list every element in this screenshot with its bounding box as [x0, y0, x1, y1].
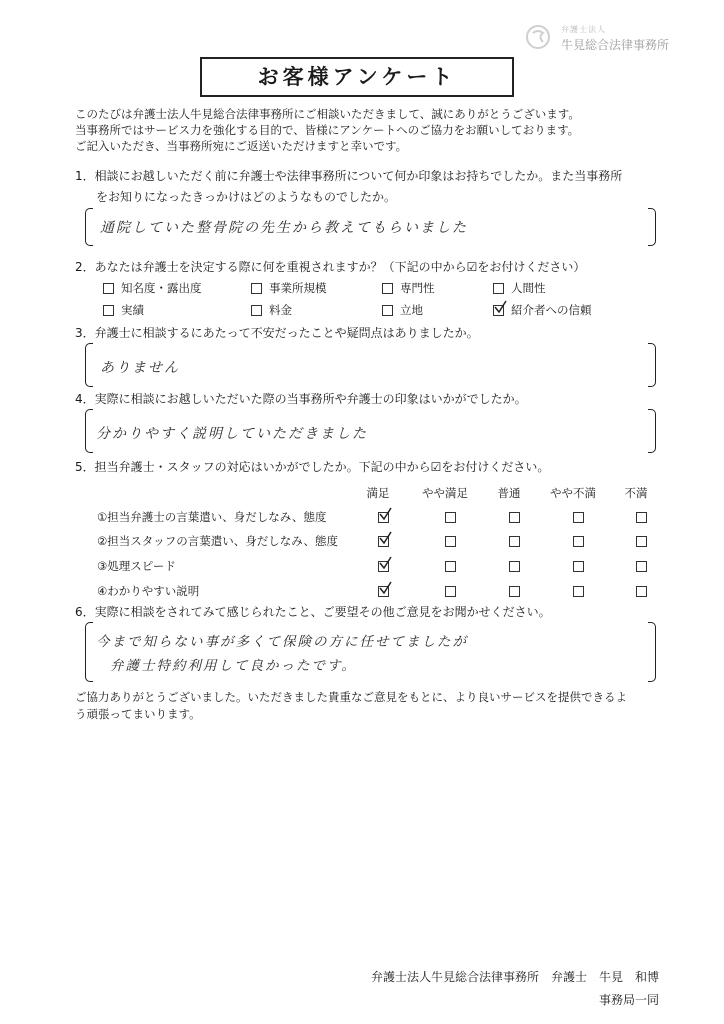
q5-checkbox[interactable] — [573, 561, 584, 572]
footer-office: 事務局一同 — [598, 993, 659, 1007]
q5-column-header: 不満 — [624, 486, 648, 500]
q4-bracket-left — [85, 409, 93, 453]
q2-option[interactable]: 料金 — [251, 302, 292, 318]
q6-bracket-right — [648, 622, 656, 682]
checkbox[interactable] — [103, 283, 114, 294]
q5-column-header: やや不満 — [550, 486, 596, 500]
q5-checkbox[interactable] — [445, 561, 456, 572]
closing-line: ご協力ありがとうございました。いただきました貴重なご意見をもとに、より良いサービスを提供できるよ — [75, 690, 627, 704]
checkbox[interactable] — [493, 283, 504, 294]
q1-bracket-right — [648, 208, 656, 246]
q5-checkbox[interactable] — [509, 512, 520, 523]
q5-checkbox[interactable] — [636, 536, 647, 547]
closing-line: う頑張ってまいります。 — [75, 707, 201, 721]
checkbox[interactable] — [251, 283, 262, 294]
q3-answer[interactable]: ありません — [100, 360, 180, 376]
check-mark-icon — [378, 531, 392, 545]
q3-text: 3．弁護士に相談するにあたって不安だったことや疑問点はありましたか。 — [75, 326, 479, 340]
check-mark-icon — [493, 300, 507, 314]
checkbox[interactable] — [382, 305, 393, 316]
q5-checkbox[interactable] — [509, 561, 520, 572]
q5-column-header: 普通 — [497, 486, 521, 500]
checkbox[interactable] — [103, 305, 114, 316]
q5-checkbox[interactable] — [573, 536, 584, 547]
check-mark-icon — [378, 581, 392, 595]
q2-text: 2．あなたは弁護士を決定する際に何を重視されますか？（下記の中から☑をお付けください） — [75, 260, 586, 274]
q5-checkbox-checked[interactable] — [378, 586, 389, 597]
q5-row-label: ③処理スピード — [97, 559, 176, 573]
q4-text: 4．実際に相談にお越しいただいた際の当事務所や弁護士の印象はいかがでしたか。 — [75, 392, 527, 406]
check-mark-icon — [378, 556, 392, 570]
q3-bracket-left — [85, 343, 93, 387]
q1-answer[interactable]: 通院していた整骨院の先生から教えてもらいました — [100, 220, 468, 236]
q2-option[interactable]: 立地 — [382, 302, 423, 318]
q5-row-label: ①担当弁護士の言葉遣い、身だしなみ、態度 — [97, 510, 327, 524]
q6-text: 6．実際に相談をされてみて感じられたこと、ご要望その他ご意見をお聞かせください。 — [75, 605, 551, 619]
q6-bracket-left — [85, 622, 93, 682]
q4-bracket-right — [648, 409, 656, 453]
checkbox-checked[interactable] — [493, 305, 504, 316]
intro-paragraph — [75, 106, 695, 154]
q5-row-label: ②担当スタッフの言葉遣い、身だしなみ、態度 — [97, 534, 338, 548]
q5-checkbox[interactable] — [509, 586, 520, 597]
closing-paragraph — [75, 689, 695, 723]
q2-option[interactable]: 実績 — [103, 302, 144, 318]
q5-checkbox[interactable] — [445, 536, 456, 547]
q5-row-label: ④わかりやすい説明 — [97, 584, 200, 598]
q5-checkbox[interactable] — [445, 586, 456, 597]
logo-firm-name: 牛見総合法律事務所 — [561, 38, 670, 52]
footer-signature: 弁護士法人牛見総合法律事務所 弁護士 牛見 和博 — [370, 970, 659, 984]
q2-option[interactable]: 知名度・露出度 — [103, 280, 202, 296]
checkbox[interactable] — [251, 305, 262, 316]
q5-checkbox[interactable] — [573, 512, 584, 523]
q5-column-header: 満足 — [366, 486, 390, 500]
q3-bracket-right — [648, 343, 656, 387]
q5-checkbox-checked[interactable] — [378, 512, 389, 523]
q5-checkbox-checked[interactable] — [378, 561, 389, 572]
check-mark-icon — [378, 507, 392, 521]
intro-line: このたびは弁護士法人牛見総合法律事務所にご相談いただきまして、誠にありがとうございます。 — [75, 107, 580, 121]
q5-checkbox[interactable] — [573, 586, 584, 597]
intro-line: ご記入いただき、当事務所宛にご返送いただけますと幸いです。 — [75, 139, 408, 153]
q2-option[interactable]: 紹介者への信頼 — [493, 302, 592, 318]
page-title: お客様アンケート — [200, 57, 514, 97]
q6-answer-line2[interactable]: 弁護士特約利用して良かったです。 — [110, 658, 357, 674]
q5-checkbox[interactable] — [636, 512, 647, 523]
q5-text: 5．担当弁護士・スタッフの対応はいかがでしたか。下記の中から☑をお付けください。 — [75, 460, 550, 474]
q6-answer-line1[interactable]: 今まで知らない事が多くて保険の方に任せてましたが — [96, 634, 468, 650]
q2-option[interactable]: 事業所規模 — [251, 280, 327, 296]
checkbox[interactable] — [382, 283, 393, 294]
q5-checkbox[interactable] — [509, 536, 520, 547]
q2-option[interactable]: 専門性 — [382, 280, 435, 296]
intro-line: 当事務所ではサービス力を強化する目的で、皆様にアンケートへのご協力をお願いしております。 — [75, 123, 580, 137]
q5-column-header: やや満足 — [422, 486, 468, 500]
q5-checkbox-checked[interactable] — [378, 536, 389, 547]
q1-line1: 1．相談にお越しいただく前に弁護士や法律事務所について何か印象はお持ちでしたか。また当事務所 — [75, 169, 623, 183]
q5-checkbox[interactable] — [636, 561, 647, 572]
q2-option[interactable]: 人間性 — [493, 280, 546, 296]
q5-checkbox[interactable] — [445, 512, 456, 523]
q4-answer[interactable]: 分かりやすく説明していただきました — [96, 426, 368, 442]
q1-bracket-left — [85, 208, 93, 246]
q1-line2: をお知りになったきっかけはどのようなものでしたか。 — [96, 190, 397, 204]
logo-small-text: 弁護士法人 — [561, 25, 606, 34]
q5-checkbox[interactable] — [636, 586, 647, 597]
logo-mark-icon — [525, 24, 551, 50]
firm-logo — [525, 20, 695, 60]
